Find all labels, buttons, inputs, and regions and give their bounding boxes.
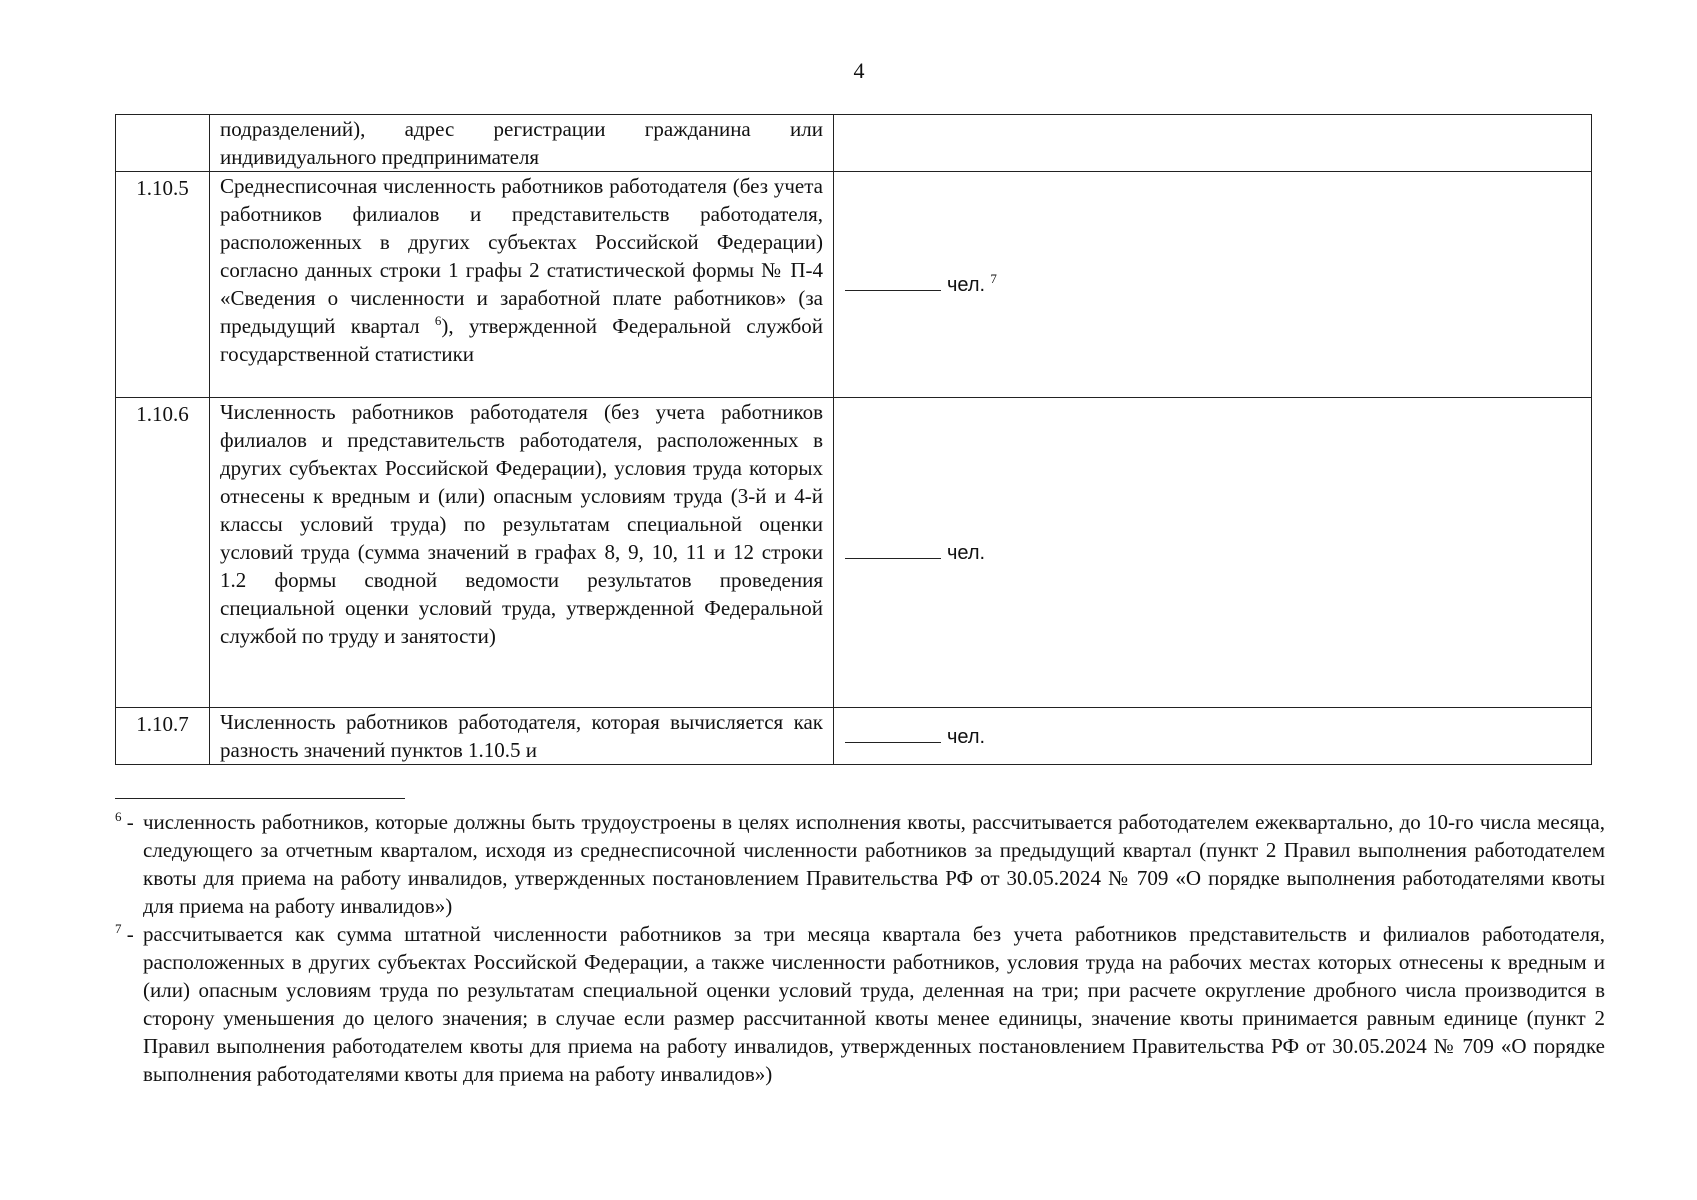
row-number: 1.10.7: [116, 708, 210, 765]
row-description: подразделений), адрес регистрации гражданина или индивидуального предпринимателя: [210, 115, 834, 172]
row-description: Численность работников работодателя (без учета работников филиалов и представительств работодателя, расположенных в других субъектах Российской Федерации), условия труда которых отнесены к вредным и (или) опасным условиям труда (3-й и 4-й классы условий труда) по результатам специальной оценки условий труда (сумма значений в графах 8, 9, 10, 11 и 12 строки 1.2 формы сводной ведомости результатов проведения специальной оценки условий труда, утвержденной Федеральной службой по труду и занятости): [210, 398, 834, 708]
row-value: [834, 708, 1592, 765]
footnotes: [115, 808, 1605, 1088]
row-number: [116, 115, 210, 172]
footnote-mark: $^6$ -: [115, 809, 134, 834]
footnote-7: [115, 920, 1605, 1088]
table-row: [116, 172, 1592, 398]
footnote-divider: [115, 798, 405, 799]
table-row: [116, 398, 1592, 708]
row-description-text: Среднесписочная численность работников работодателя (без учета работников филиалов и представительств работодателя, расположенных в других субъектах Российской Федерации) согласно данных строки 1 графы 2 статистической формы № П-4 «Сведения о численности и заработной плате работников» (за предыдущий квартал: [220, 174, 823, 338]
form-table: [115, 114, 1592, 765]
footnote-6: [115, 808, 1605, 920]
row-description: [210, 172, 834, 398]
row-value: [834, 398, 1592, 708]
table-row: [116, 115, 1592, 172]
row-number: 1.10.6: [116, 398, 210, 708]
footnote-ref-7: 7: [990, 271, 997, 286]
footnote-ref-6: 6: [434, 313, 442, 328]
blank-input-line[interactable]: [845, 272, 941, 291]
unit-label: чел.: [947, 725, 986, 748]
unit-label: чел.: [947, 274, 986, 296]
row-description: Численность работников работодателя, которая вычисляется как разность значений пунктов 1.10.5 и: [210, 708, 834, 765]
blank-input-line[interactable]: [845, 724, 941, 743]
row-number: 1.10.5: [116, 172, 210, 398]
unit-label: чел.: [947, 542, 986, 564]
footnote-number: 7: [115, 921, 122, 936]
row-value: [834, 172, 1592, 398]
table-row: [116, 708, 1592, 765]
row-description-text: ), утвержденной Федеральной службой государственной статистики: [220, 314, 823, 366]
row-value: [834, 115, 1592, 172]
page-number: 4: [853, 58, 865, 83]
footnote-number: 6: [115, 809, 122, 824]
footnote-text: численность работников, которые должны быть трудоустроены в целях исполнения квоты, рассчитывается работодателем ежеквартально, до 10-го числа месяца, следующего за отчетным кварталом, исходя из среднесписочной численности работников за предыдущий квартал (пункт 2 Правил выполнения работодателем квоты для приема на работу инвалидов, утвержденных постановлением Правительства РФ от 30.05.2024 № 709 «О порядке выполнения работодателями квоты для приема на работу инвалидов»): [143, 810, 1605, 918]
footnote-text: рассчитывается как сумма штатной численности работников за три месяца квартала без учета работников представительств и филиалов работодателя, расположенных в других субъектах Российской Федерации, а также численности работников, условия труда на рабочих местах которых отнесены к вредным и (или) опасным условиям труда по результатам специальной оценки условий труда, деленная на три; при расчете округление дробного числа производится в сторону уменьшения до целого значения; в случае если размер рассчитанной квоты менее единицы, значение квоты принимается равным единице (пункт 2 Правил выполнения работодателем квоты для приема на работу инвалидов, утвержденных постановлением Правительства РФ от 30.05.2024 № 709 «О порядке выполнения работодателями квоты для приема на работу инвалидов»): [143, 922, 1605, 1086]
blank-input-line[interactable]: [845, 540, 941, 559]
footnote-mark: $^7$ -: [115, 921, 134, 946]
